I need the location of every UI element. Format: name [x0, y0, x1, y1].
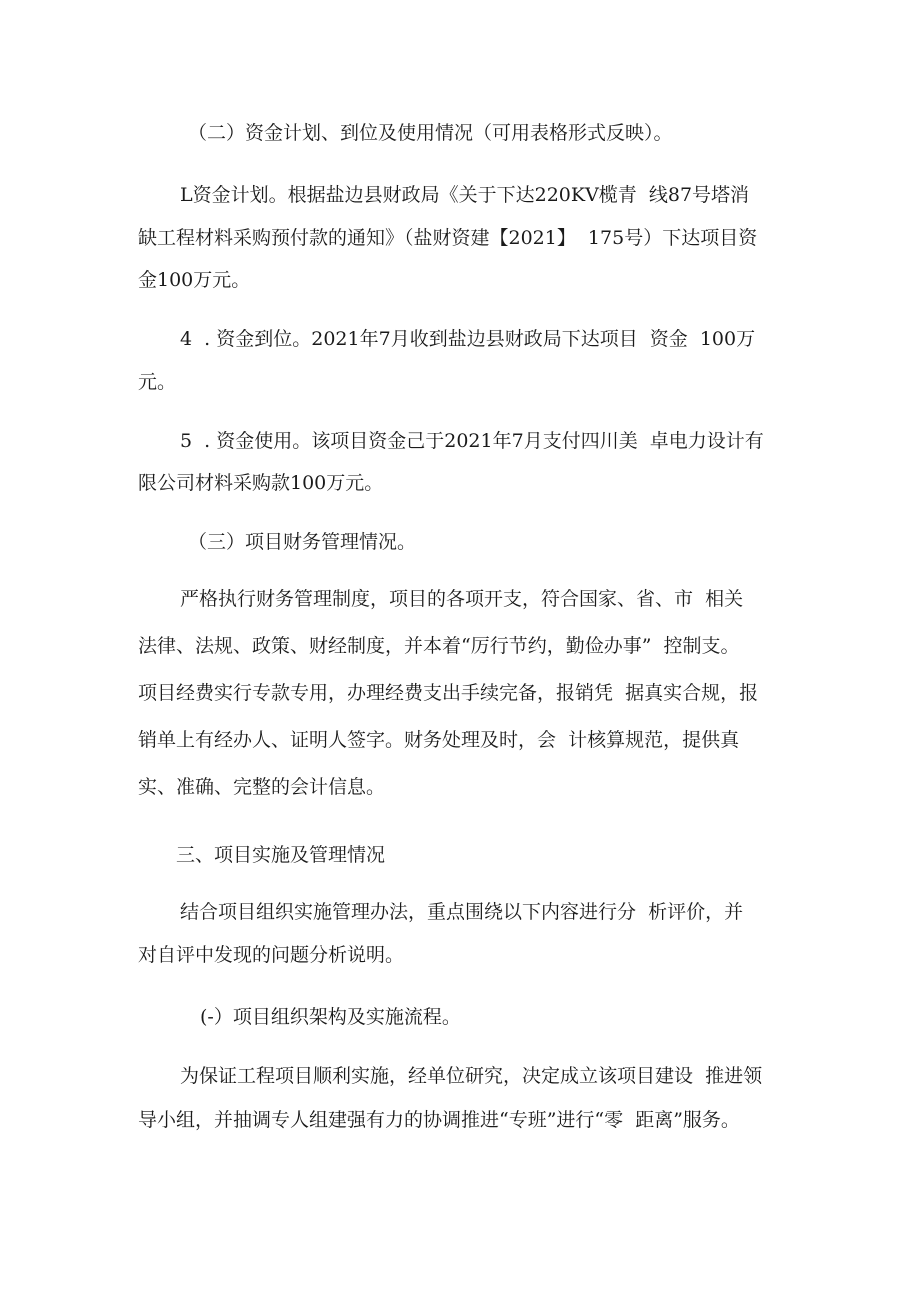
paragraph-line: 对自评中发现的问题分析说明。	[138, 944, 405, 966]
section-heading-funding: （二）资金计划、到位及使用情况（可用表格形式反映）。	[188, 122, 673, 144]
paragraph-line: 金100万元。	[138, 269, 251, 291]
paragraph-line: 5 . 资金使用。该项目资金己于2021年7月支付四川美 卓电力设计有	[180, 430, 764, 452]
paragraph-line: L资金计划。根据盐边县财政局《关于下达220KV榄青 线87号塔消	[180, 184, 750, 206]
section-heading-organization: (-）项目组织架构及实施流程。	[200, 1006, 461, 1028]
paragraph-line: 限公司材料采购款100万元。	[138, 472, 384, 494]
paragraph-line: 缺工程材料采购预付款的通知》（盐财资建【2021】 175号）下达项目资	[138, 227, 758, 249]
paragraph-line: 严格执行财务管理制度，项目的各项开支，符合国家、省、市 相关	[180, 588, 744, 610]
paragraph-line: 实、准确、完整的会计信息。	[138, 776, 386, 798]
paragraph-line: 为保证工程项目顺利实施，经单位研究，决定成立该项目建设 推进领	[180, 1065, 763, 1087]
section-heading-implementation: 三、项目实施及管理情况	[176, 844, 386, 866]
paragraph-line: 项目经费实行专款专用，办理经费支出手续完备，报销凭 据真实合规，报	[138, 682, 759, 704]
paragraph-line: 销单上有经办人、证明人签字。财务处理及时，会 计核算规范，提供真	[138, 729, 740, 751]
paragraph-line: 结合项目组织实施管理办法，重点围绕以下内容进行分 析评价，并	[180, 901, 744, 923]
paragraph-line: 元。	[138, 371, 177, 393]
paragraph-line: 导小组，并抽调专人组建强有力的协调推进“专班”进行“零 距离”服务。	[138, 1109, 740, 1131]
paragraph-line: 法律、法规、政策、财经制度，并本着“厉行节约，勤俭办事” 控制支。	[138, 635, 740, 657]
section-heading-finance: （三）项目财务管理情况。	[188, 531, 417, 553]
paragraph-line: 4 . 资金到位。2021年7月收到盐边县财政局下达项目 资金 100万	[180, 328, 756, 350]
